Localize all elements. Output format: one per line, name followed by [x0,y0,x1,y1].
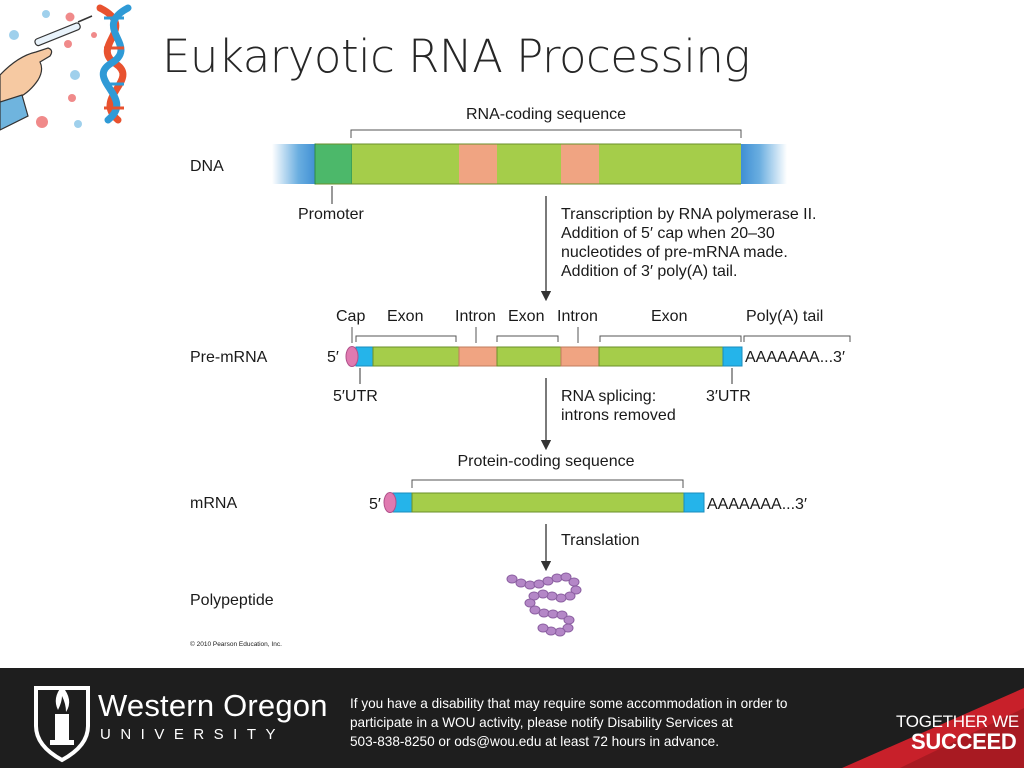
pre-mrna-five-prime: 5′ [327,349,339,366]
notice-line-2: participate in a WOU activity, please notify Disability Services at [350,715,733,730]
intron-label-2: Intron [557,308,598,325]
university-name: Western Oregon [98,688,328,723]
slogan-line-2: SUCCEED [911,729,1017,754]
row-label-mrna: mRNA [190,495,238,512]
mrna-five-prime: 5′ [369,496,381,513]
pre-mrna-intron-segment [459,347,497,366]
transcription-note-line-1: Transcription by RNA polymerase II. [561,206,817,223]
rna-coding-bracket [351,130,741,138]
pre-mrna-exon-segment [373,347,459,366]
transcription-note-line-3: nucleotides of pre-mRNA made. [561,244,788,261]
polypeptide-chain [507,573,581,636]
pre-mrna-exon-segment [599,347,723,366]
pre-mrna-strand [346,347,742,367]
transcription-note-line-4: Addition of 3′ poly(A) tail. [561,263,738,280]
row-label-polypeptide: Polypeptide [190,592,274,609]
mrna-3utr-segment [684,493,704,512]
pre-mrna-exon-segment [497,347,561,366]
rna-coding-sequence-label: RNA-coding sequence [465,106,627,123]
protein-coding-sequence-label: Protein-coding sequence [457,453,635,470]
mrna-coding-segment [412,493,684,512]
dna-exon-segment [599,144,741,184]
intron-label-1: Intron [455,308,496,325]
exon-label-1: Exon [387,308,424,325]
pre-mrna-brackets [352,327,850,343]
dna-intron-segment [561,144,599,184]
mrna-strand [384,493,704,513]
promoter-label: Promoter [298,206,364,223]
dna-promoter-segment [315,144,352,184]
dna-exon-segment [352,144,459,184]
utr5-label: 5′UTR [333,388,378,405]
notice-line-1: If you have a disability that may require some accommodation in order to [350,696,788,711]
university-subtitle: UNIVERSITY [100,726,286,743]
mrna-tail: AAAAAAA...3′ [707,496,807,513]
dna-strand [272,144,787,184]
splicing-note-line-1: RNA splicing: [561,388,657,405]
transcription-note-line-2: Addition of 5′ cap when 20–30 [561,225,775,242]
wou-torch-logo-icon [36,686,88,760]
utr3-label: 3′UTR [706,388,751,405]
copyright-notice: © 2010 Pearson Education, Inc. [190,641,282,648]
pre-mrna-cap [346,347,358,367]
slide-title: Eukaryotic RNA Processing [162,30,750,83]
row-label-dna: DNA [190,158,224,175]
pre-mrna-5utr-segment [356,347,373,366]
notice-line-3: 503-838-8250 or ods@wou.edu at least 72 hours in advance. [350,734,719,749]
mrna-cap [384,493,396,513]
exon-label-3: Exon [651,308,688,325]
pre-mrna-tail: AAAAAAA...3′ [745,349,845,366]
cap-label: Cap [336,308,366,325]
slogan-line-1: TOGETHER WE [896,712,1019,731]
polya-tail-label: Poly(A) tail [746,308,824,325]
pre-mrna-3utr-segment [723,347,742,366]
pre-mrna-intron-segment [561,347,599,366]
row-label-pre-mrna: Pre-mRNA [190,349,268,366]
splicing-note-line-2: introns removed [561,407,676,424]
protein-coding-bracket [412,480,683,488]
dna-intron-segment [459,144,497,184]
dna-exon-segment [497,144,561,184]
accessibility-notice [350,694,830,751]
translation-label: Translation [561,532,640,549]
exon-label-2: Exon [508,308,545,325]
